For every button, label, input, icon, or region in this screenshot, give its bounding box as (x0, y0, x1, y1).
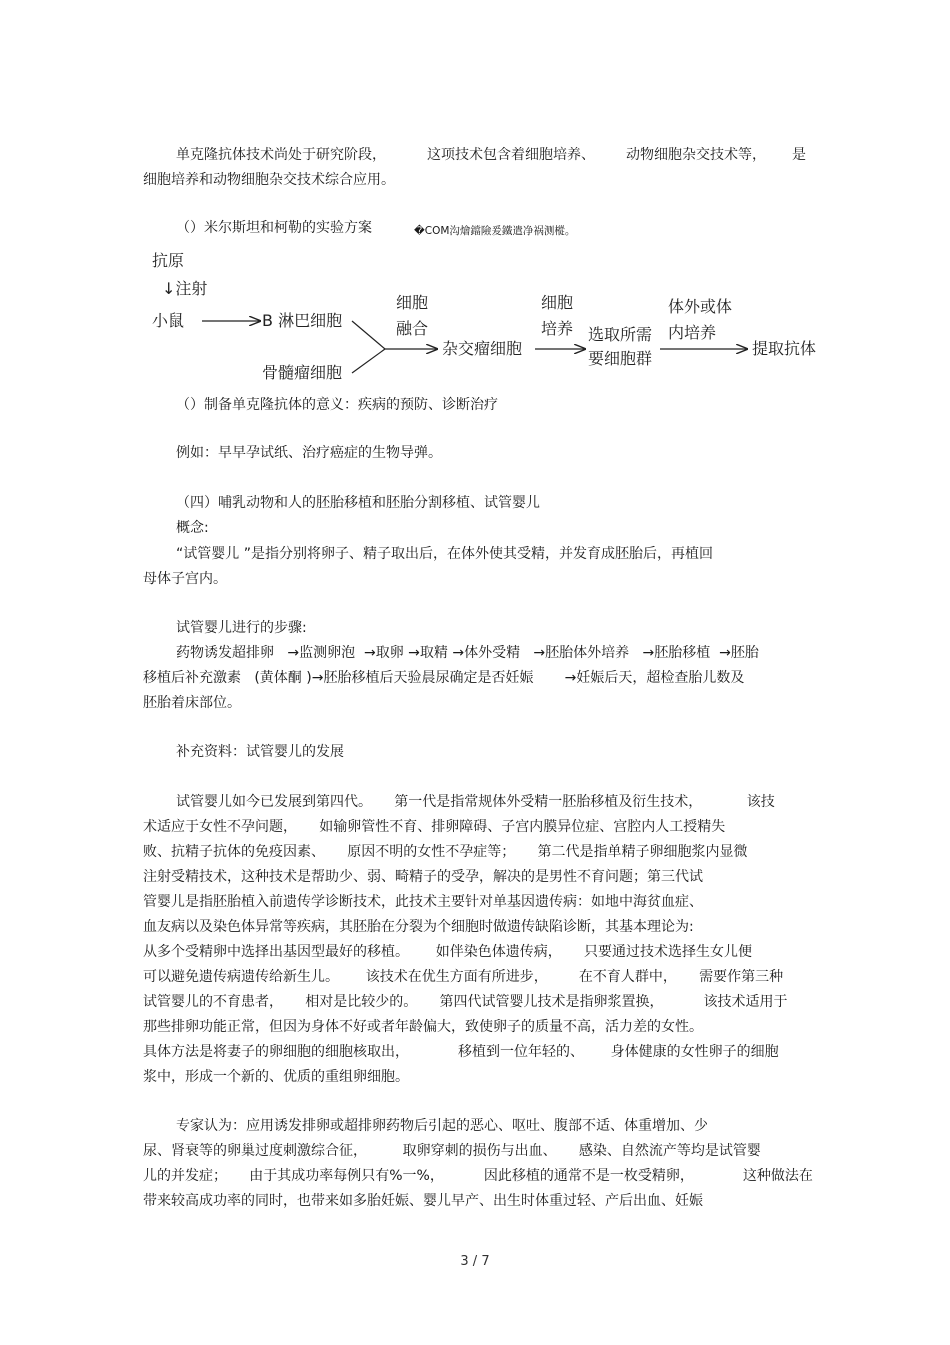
diagram-mouse: 小鼠 (152, 311, 185, 330)
expert-line: 专家认为：应用诱发排卵或超排卵药物后引起的恶心、呕吐、腹部不适、体重增加、少 (176, 1118, 708, 1134)
concept-line-2: 母体子宫内。 (143, 571, 227, 587)
diagram-myeloma: 骨髓瘤细胞 (262, 363, 343, 382)
significance-line: （）制备单克隆抗体的意义：疾病的预防、诊断治疗 (176, 397, 498, 413)
diagram-culture-2: 培养 (541, 319, 574, 338)
steps-heading: 试管婴儿进行的步骤: (176, 620, 307, 636)
line-myeloma-to-fusion (352, 349, 385, 373)
intro-line-1d: 是 (792, 147, 806, 163)
intro-line-1c: 动物细胞杂交技术等， (626, 147, 766, 163)
section4-title: （四）哺乳动物和人的胚胎移植和胚胎分割移植、试管婴儿 (176, 495, 540, 511)
supplement-line: 管婴儿是指胚胎植入前遗传学诊断技术，此技术主要针对单基因遗传病：如地中海贫血症、 (143, 894, 703, 910)
steps-line-1: 药物诱发超排卵 →监测卵泡 →取卵 →取精 →体外受精 →胚胎体外培养 →胚胎移植 →胚胎 (176, 645, 759, 661)
diagram-extract: 提取抗体 (752, 339, 817, 358)
supplement-line: 具体方法是将妻子的卵细胞的细胞核取出， 移植到一位年轻的、 身体健康的女性卵子的细胞 (143, 1044, 779, 1060)
diagram-vitro-2: 内培养 (668, 323, 717, 342)
steps-line-2: 移植后补充激素 (黄体酮 )→胚胎移植后天验晨尿确定是否妊娠 →妊娠后天，超检查胎儿数及 (143, 670, 745, 686)
supplement-line: 可以避免遗传病遗传给新生儿。 该技术在优生方面有所进步， 在不育人群中， 需要作第三种 (143, 969, 784, 985)
supplement-line: 试管婴儿如今已发展到第四代。 第一代是指常规体外受精一胚胎移植及衍生技术， 该技 (176, 794, 775, 810)
example-line: 例如：早早孕试纸、治疗癌症的生物导弹。 (176, 445, 442, 461)
diagram-inject: ↓注射 (162, 279, 208, 298)
supplement-line: 败、抗精子抗体的免疫因素、 原因不明的女性不孕症等； 第二代是指单精子卵细胞浆内显微 (143, 844, 748, 860)
diagram-vitro-1: 体外或体 (668, 297, 733, 316)
antibody-process-diagram (140, 245, 840, 390)
scheme-heading: （）米尔斯坦和柯勒的实验方案 (176, 220, 372, 236)
diagram-fusion-1: 细胞 (396, 293, 429, 312)
expert-line: 带来较高成功率的同时，也带来如多胎妊娠、婴儿早产、出生时体重过轻、产后出血、妊娠 (143, 1193, 703, 1209)
expert-line: 儿的并发症； 由于其成功率每例只有%一%， 因此移植的通常不是一枚受精卵， 这种做法在 (143, 1168, 813, 1184)
supplement-line: 从多个受精卵中选择出基因型最好的移植。 如伴染色体遗传病， 只要通过技术选择生女儿便 (143, 944, 752, 960)
diagram-fusion-2: 融合 (396, 319, 429, 338)
supplement-line: 注射受精技术，这种技术是帮助少、弱、畸精子的受孕，解决的是男性不育问题；第三代试 (143, 869, 703, 885)
intro-line-1a: 单克隆抗体技术尚处于研究阶段， (176, 147, 386, 163)
supplement-heading: 补充资料：试管婴儿的发展 (176, 744, 344, 760)
concept-label: 概念: (176, 520, 209, 536)
diagram-arrows (140, 245, 840, 390)
expert-line: 尿、肾衰等的卵巢过度刺激综合征， 取卵穿刺的损伤与出血、 感染、自然流产等均是试管婴 (143, 1143, 761, 1159)
line-b-to-fusion (352, 321, 385, 349)
scheme-garbled-text: �COM沟燴鐺險爰鐵遣净祸测樅。 (414, 225, 576, 237)
supplement-line: 那些排卵功能正常，但因为身体不好或者年龄偏大，致使卵子的质量不高，活力差的女性。 (143, 1019, 703, 1035)
diagram-b-lymphocyte: B 淋巴细胞 (262, 311, 343, 330)
intro-line-1b: 这项技术包含着细胞培养、 (427, 147, 595, 163)
page-number: 3 / 7 (460, 1254, 490, 1269)
diagram-select-1: 选取所需 (588, 325, 653, 344)
supplement-line: 试管婴儿的不育患者， 相对是比较少的。 第四代试管婴儿技术是指卵浆置换， 该技术适用于 (143, 994, 788, 1010)
diagram-hybridoma: 杂交瘤细胞 (442, 339, 523, 358)
steps-line-3: 胚胎着床部位。 (143, 695, 241, 711)
supplement-line: 血友病以及染色体异常等疾病，其胚胎在分裂为个细胞时做遗传缺陷诊断，其基本理论为: (143, 919, 694, 935)
diagram-select-2: 要细胞群 (588, 349, 653, 368)
supplement-line: 浆中，形成一个新的、优质的重组卵细胞。 (143, 1069, 409, 1085)
concept-line-1: “试管婴儿 ”是指分别将卵子、精子取出后，在体外使其受精，并发育成胚胎后，再植回 (176, 546, 713, 562)
diagram-antigen: 抗原 (152, 251, 185, 270)
supplement-line: 术适应于女性不孕问题， 如输卵管性不育、排卵障碍、子宫内膜异位症、宫腔内人工授精失 (143, 819, 726, 835)
diagram-culture-1: 细胞 (541, 293, 574, 312)
intro-line-2: 细胞培养和动物细胞杂交技术综合应用。 (143, 172, 395, 188)
